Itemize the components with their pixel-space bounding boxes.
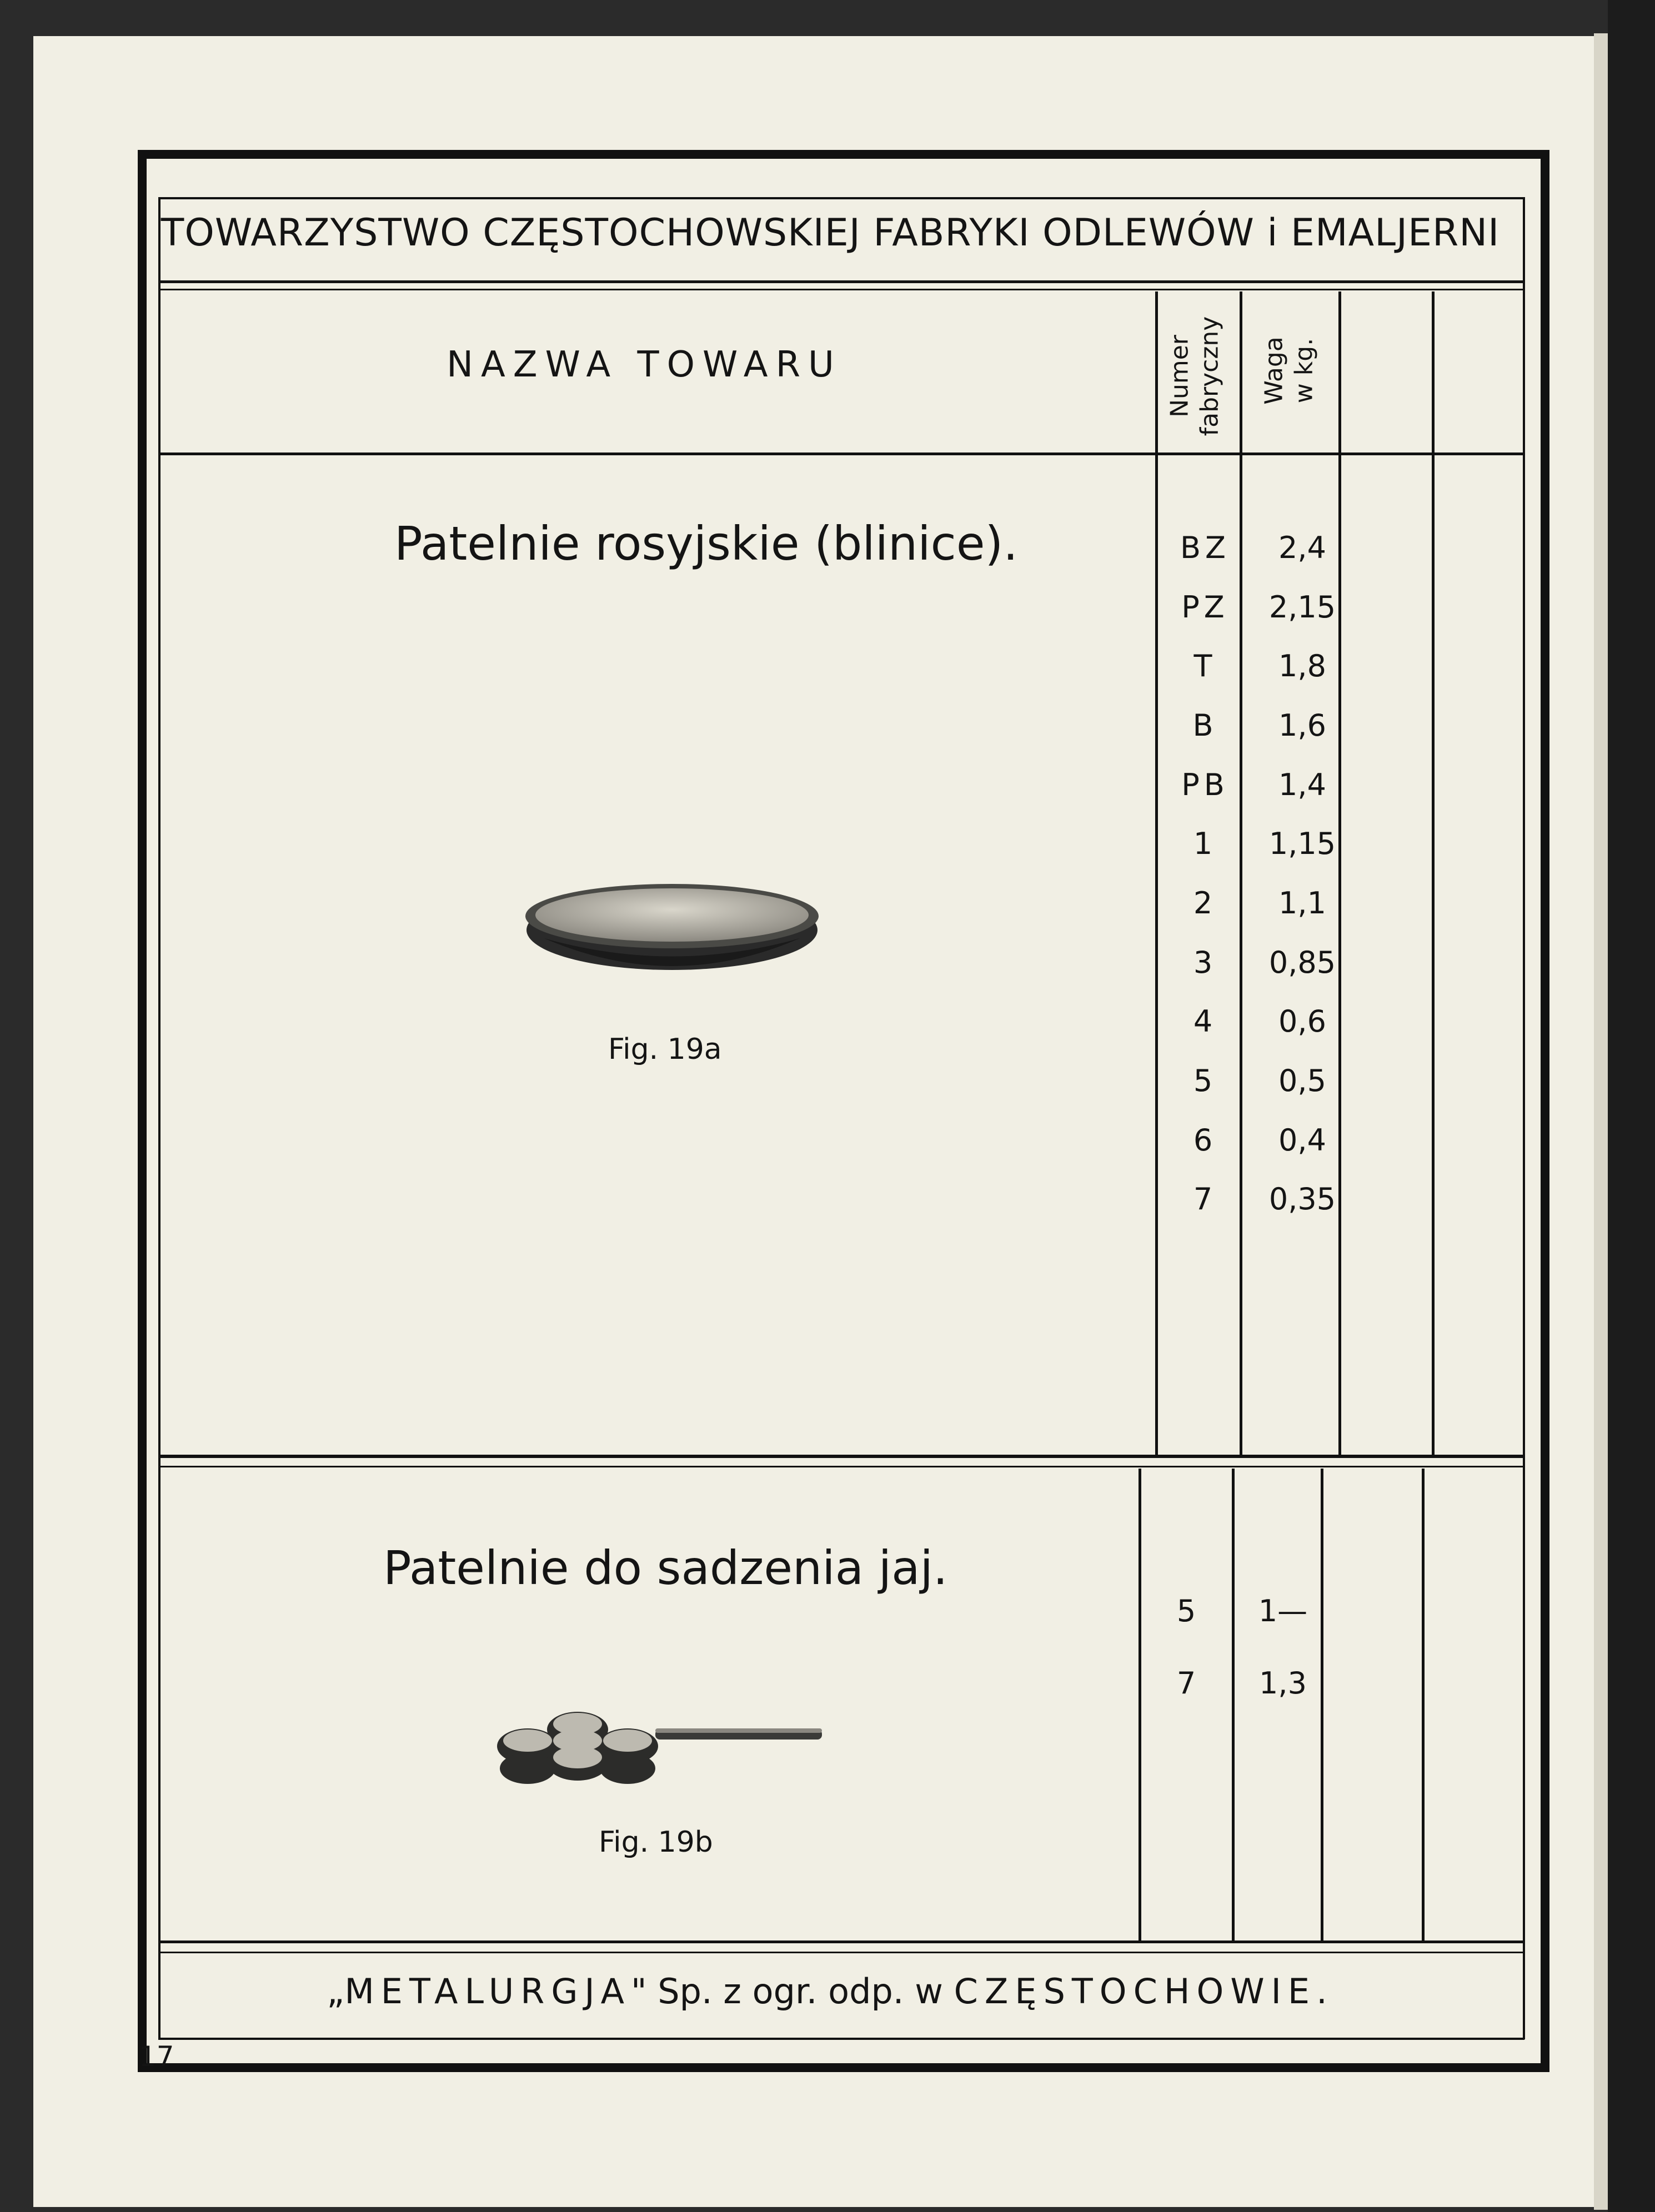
rule-bottom-inner [158, 2038, 1524, 2040]
item-code: T [1193, 648, 1217, 683]
rule-section-2 [158, 1466, 1524, 1467]
item-code: 4 [1193, 1004, 1217, 1039]
column-header-number-line2: fabryczny [1195, 316, 1224, 436]
item-code: 2 [1193, 886, 1217, 921]
column-header-weight [1260, 307, 1323, 435]
col-sep-3b [1321, 1469, 1323, 1940]
item-code: 7 [1176, 1666, 1201, 1701]
item-weight: 1,8 [1278, 648, 1326, 683]
item-code: BZ [1180, 530, 1231, 565]
rule-columns-bottom [158, 453, 1524, 455]
column-header-number [1165, 313, 1229, 440]
item-weight: 2,15 [1268, 590, 1336, 625]
footer-quote-open: „ [327, 1971, 345, 2012]
book-spine [1608, 0, 1655, 2212]
rule-right-inner [1523, 197, 1525, 2039]
item-code: 7 [1193, 1182, 1217, 1216]
table-frame [138, 150, 1549, 2072]
col-sep-3 [1338, 291, 1341, 1457]
item-weight: 1,3 [1259, 1666, 1307, 1701]
column-header-name: NAZWA TOWARU [447, 344, 842, 385]
page-number: 17 [139, 2040, 174, 2073]
item-weight: 1— [1258, 1593, 1308, 1628]
col-sep-4 [1432, 291, 1435, 1457]
column-header-number-line1: Numer [1165, 335, 1194, 418]
item-code: PB [1181, 767, 1229, 802]
item-code: 5 [1176, 1593, 1201, 1628]
item-code: 3 [1193, 945, 1217, 980]
item-weight: 1,4 [1278, 767, 1326, 802]
item-weight: 0,6 [1278, 1004, 1326, 1039]
rule-top-inner [158, 197, 1524, 199]
item-code: PZ [1181, 590, 1229, 625]
item-weight: 0,5 [1278, 1063, 1326, 1098]
footer-quote-close: " [631, 1971, 647, 2012]
rule-header-1 [158, 280, 1524, 283]
item-weight: 1,1 [1278, 886, 1326, 921]
item-weight: 0,4 [1278, 1123, 1326, 1158]
col-sep-2 [1240, 291, 1242, 1457]
section-title: Patelnie do sadzenia jaj. [383, 1541, 948, 1595]
column-header-weight-line1: Waga [1260, 336, 1288, 405]
rule-header-2 [158, 289, 1524, 290]
col-sep-2b [1232, 1469, 1235, 1940]
item-code: B [1192, 708, 1218, 743]
item-code: 6 [1193, 1123, 1217, 1158]
footer-company-form: Sp. z ogr. odp. w [646, 1971, 954, 2012]
rule-left-inner [158, 197, 161, 2039]
footer-brand: METALURGJA [344, 1971, 631, 2012]
rule-section-1 [158, 1455, 1524, 1458]
footer-city: CZĘSTOCHOWIE. [954, 1971, 1334, 2012]
company-name: TOWARZYSTWO CZĘSTOCHOWSKIEJ FABRYKI ODLEWÓW i EMALJERNI [161, 211, 1500, 255]
col-sep-1b [1139, 1469, 1141, 1940]
col-sep-1 [1155, 291, 1158, 1457]
section-title: Patelnie rosyjskie (blinice). [394, 516, 1018, 571]
publisher-footer [144, 1971, 1516, 2012]
item-weight: 0,85 [1268, 945, 1336, 980]
item-weight: 1,15 [1268, 826, 1336, 861]
rule-footer-2 [158, 1952, 1524, 1953]
col-sep-4b [1422, 1469, 1425, 1940]
item-code: 5 [1193, 1063, 1217, 1098]
item-weight: 2,4 [1278, 530, 1326, 565]
egg-pan-illustration [494, 1705, 827, 1793]
figure-caption: Fig. 19a [608, 1033, 722, 1066]
frying-pan-illustration [522, 877, 822, 988]
figure-caption: Fig. 19b [599, 1826, 713, 1859]
item-weight: 0,35 [1268, 1182, 1336, 1216]
item-code: 1 [1193, 826, 1217, 861]
column-header-weight-line2: w kg. [1290, 338, 1318, 404]
rule-footer-1 [158, 1940, 1524, 1943]
item-weight: 1,6 [1278, 708, 1326, 743]
